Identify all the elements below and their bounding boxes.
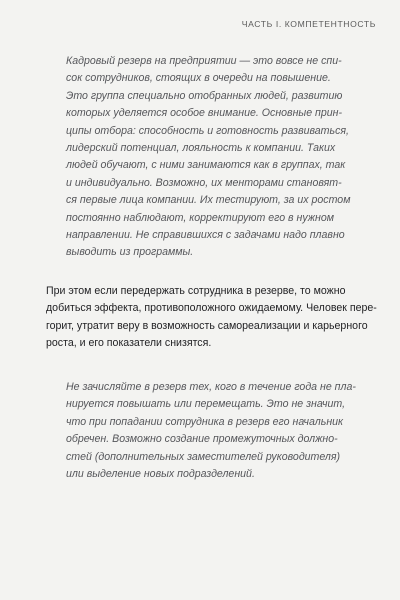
body-line: При этом если передержать сотрудника в резерве, то можно: [46, 285, 346, 297]
quote-line: ципы отбора: способность и готовность развиваться,: [66, 124, 349, 137]
quote-line: выводить из программы.: [66, 246, 194, 259]
body-line: роста, и его показатели снизятся.: [46, 337, 212, 350]
quote-line: нируется повышать или перемещать. Это не значит,: [66, 398, 346, 411]
body-paragraph: [46, 283, 377, 353]
quote-line: или выделение новых подразделений.: [66, 468, 255, 481]
quote-line: Это группа специально отобранных людей, развитию: [66, 89, 343, 102]
quote-line: ся первые лица компании. Их тестируют, за их ростом: [66, 194, 351, 207]
quote-block-reserve-definition: [66, 53, 366, 262]
quote-line: которых уделяется особое внимание. Основные прин-: [66, 107, 343, 120]
quote-line: стей (дополнительных заместителей руководителя): [66, 450, 341, 463]
quote-line: постоянно наблюдают, корректируют его в нужном: [66, 211, 335, 224]
quote-line: Не зачисляйте в резерв тех, кого в течение года не пла-: [66, 381, 356, 393]
body-line: добиться эффекта, противоположного ожидаемому. Человек пере-: [46, 302, 377, 315]
body-line: горит, утратит веру в возможность самореализации и карьерного: [46, 319, 368, 332]
quote-line: что при попадании сотрудника в резерв его начальник: [66, 415, 344, 428]
quote-line: сок сотрудников, стоящих в очереди на повышение.: [66, 72, 331, 85]
running-header: ЧАСТЬ I. КОМПЕТЕНТНОСТЬ: [241, 19, 376, 29]
quote-line: направлении. Не справившихся с задачами надо плавно: [66, 229, 345, 242]
quote-line: людей обучают, с ними занимаются как в группах, так: [66, 159, 346, 172]
quote-line: Кадровый резерв на предприятии — это вовсе не спи-: [66, 55, 342, 67]
quote-line: обречен. Возможно создание промежуточных должно-: [66, 433, 338, 446]
quote-block-reserve-advice: [66, 379, 366, 483]
quote-line: лидерский потенциал, лояльность к компании. Таких: [66, 142, 336, 155]
quote-line: и индивидуально. Возможно, их менторами становят-: [66, 176, 342, 189]
